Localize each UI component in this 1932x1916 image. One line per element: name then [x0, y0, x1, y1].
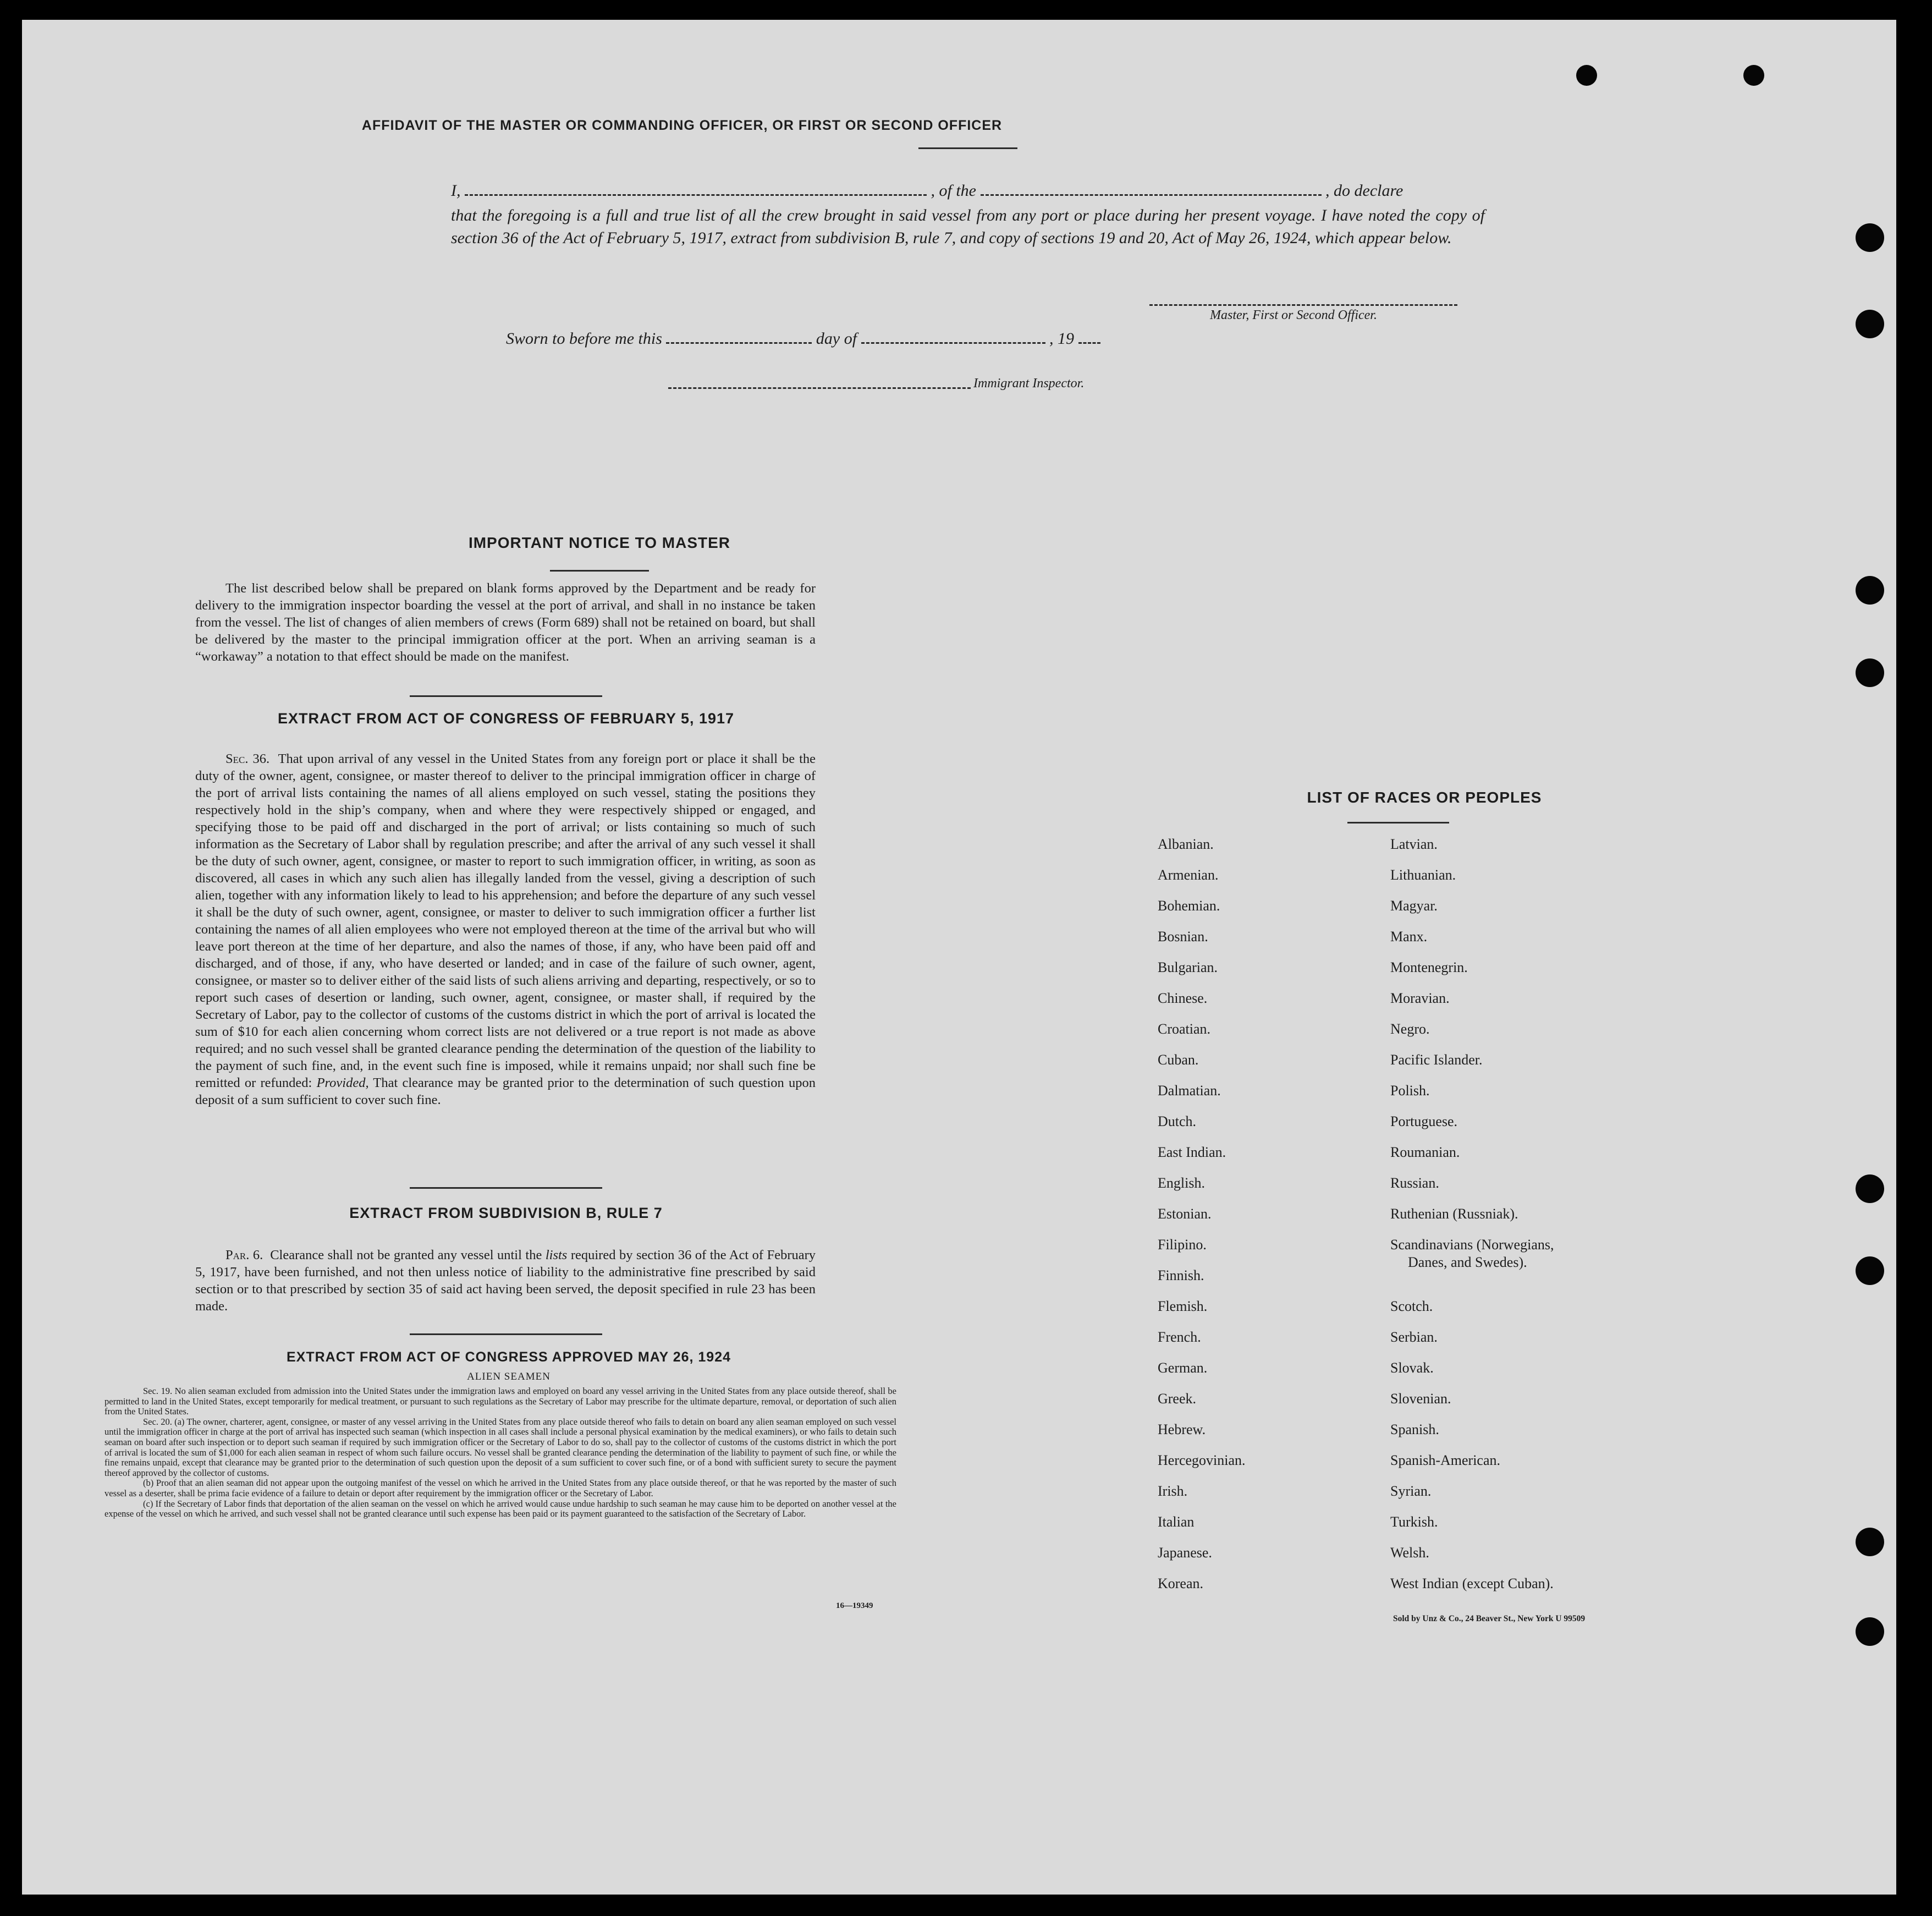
year-label: , 19 — [1049, 330, 1075, 348]
race-item: Portuguese. — [1390, 1113, 1458, 1129]
race-item: English. — [1158, 1175, 1205, 1191]
officer-signature-label: Master, First or Second Officer. — [1210, 308, 1377, 322]
punch-hole — [1856, 1256, 1884, 1285]
race-item: Moravian. — [1390, 990, 1450, 1006]
paragraph-6-body — [195, 1247, 816, 1315]
rule-7-title: EXTRACT FROM SUBDIVISION B, RULE 7 — [349, 1205, 663, 1221]
race-item: Italian — [1158, 1514, 1195, 1530]
paragraph-6-end: required by section 36 of the Act of February 5, 1917, have been furnished, and not then unless notice of liability to the administrative fine prescribed by said section or to that prescribed by section 35 of said act having been served, the deposit specified in rule 23 has been made. — [195, 1248, 816, 1314]
inspector-signature-blank[interactable] — [668, 387, 971, 389]
race-item: Filipino. — [1158, 1237, 1207, 1253]
race-item: Croatian. — [1158, 1021, 1211, 1037]
declaration-line — [451, 179, 1485, 202]
section-20c-text: (c) If the Secretary of Labor finds that deportation of the alien seaman on the vessel on which he arrived would cause undue hardship to such seaman he may cause him to be deported on another vessel at the expense of the vessel on which he arrived, and such vessel shall not be granted clearance until such expense has been paid or its payment guaranteed to the satisfaction of the Secretary of Labor. — [104, 1498, 896, 1519]
race-item: Slovak. — [1390, 1360, 1434, 1376]
notice-body — [195, 580, 816, 665]
form-number: 16—19349 — [836, 1601, 873, 1610]
inspector-label: Immigrant Inspector. — [973, 376, 1085, 391]
race-item: Lithuanian. — [1390, 867, 1456, 883]
race-item: Spanish. — [1390, 1421, 1439, 1437]
punch-hole — [1856, 576, 1884, 605]
race-item: West Indian (except Cuban). — [1390, 1575, 1554, 1591]
race-item: Syrian. — [1390, 1483, 1432, 1499]
day-blank[interactable] — [666, 342, 812, 344]
alien-seamen-subtitle: ALIEN SEAMEN — [467, 1371, 551, 1382]
race-item: Albanian. — [1158, 836, 1214, 852]
act-1917-title: EXTRACT FROM ACT OF CONGRESS OF FEBRUARY 5, 1917 — [277, 710, 735, 727]
race-item: Montenegrin. — [1390, 959, 1468, 975]
section-divider — [410, 1187, 602, 1189]
year-blank[interactable] — [1078, 342, 1100, 344]
race-item: Manx. — [1390, 929, 1428, 945]
notice-paragraph: The list described below shall be prepared on blank forms approved by the Department and be ready for delivery to the immigration inspector boarding the vessel at the port of arrival, and shall in no instance be taken from the vessel. The list of changes of alien members of crews (Form 689) shall not be retained on board, but shall be delivered by the master to the principal immigration officer at the port. When an arriving seaman is a “workaway” a notation to that effect should be made on the manifest. — [195, 581, 816, 664]
race-item: Finnish. — [1158, 1267, 1204, 1283]
paragraph-label: Par. 6. — [225, 1248, 263, 1262]
punch-hole — [1856, 1528, 1884, 1556]
race-item: Armenian. — [1158, 867, 1219, 883]
race-item: Chinese. — [1158, 990, 1208, 1006]
punch-hole — [1856, 658, 1884, 687]
printer-imprint: Sold by Unz & Co., 24 Beaver St., New York U 99509 — [1393, 1614, 1586, 1623]
of-the-label: , of the — [931, 182, 976, 200]
section-36-text: That upon arrival of any vessel in the United States from any foreign port or place it shall be the duty of the owner, agent, consignee, or master thereof to deliver to the principal immigration officer in charge of the port of arrival lists containing the names of all aliens employed on such vessel, stating the positions they respectively hold in the ship’s company, when and where they were respectively shipped or engaged, and specifying those to be paid off and discharged in the port of arrival; or lists containing so much of such information as the Secretary of Labor shall by regulation prescribe; and after the arrival of any such vessel it shall be the duty of such owner, agent, consignee, or master to report to such immigration officer, in writing, as soon as discovered, all cases in which any such alien has illegally landed from the vessel, giving a description of such alien, together with any information likely to lead to his apprehension; and before the departure of any such vessel it shall be the duty of such owner, agent, consignee, or master to deliver to such immigration officer a further list containing the names of all alien employees who were not employed thereon at the time of the arrival but who will leave port thereon at the time of her departure, and also the names of those, if any, who have been paid off and discharged, and of those, if any, who have deserted or landed; and in case of the failure of such owner, agent, consignee, or master so to deliver either of the said lists of such aliens arriving and departing, respectively, or so to report such cases of desertion or landing, such owner, agent, consignee, or master shall, if required by the Secretary of Labor, pay to the collector of customs of the customs district in which the port of arrival is located the sum of $10 for each alien concerning whom correct lists are not delivered or a true report is not made as above required; and no such vessel shall be granted clearance pending the determination of the question of the liability to the payment of such fine, and, in the event such fine is imposed, while it remains unpaid; nor shall such fine be remitted or refunded: — [195, 751, 816, 1090]
form-page — [22, 20, 1896, 1895]
sworn-label: Sworn to before me this — [506, 330, 662, 348]
punch-hole — [1856, 223, 1884, 252]
race-item: Scotch. — [1390, 1298, 1433, 1314]
section-36-body — [195, 750, 816, 1108]
race-item: Dalmatian. — [1158, 1083, 1221, 1099]
race-item: Polish. — [1390, 1083, 1430, 1099]
race-item: German. — [1158, 1360, 1208, 1376]
race-item: Serbian. — [1390, 1329, 1438, 1345]
section-label: Sec. 36. — [225, 751, 270, 766]
race-item: Dutch. — [1158, 1113, 1197, 1129]
punch-hole — [1743, 65, 1764, 86]
race-item: Korean. — [1158, 1575, 1204, 1591]
race-item: Magyar. — [1390, 898, 1438, 914]
race-item-continued: Danes, and Swedes). — [1408, 1254, 1527, 1270]
section-36-end: That clearance may be granted prior to the determination of such question upon deposit of a sum sufficient to cover such fine. — [195, 1075, 816, 1107]
section-divider — [410, 1333, 602, 1335]
race-item: Latvian. — [1390, 836, 1438, 852]
race-item: Greek. — [1158, 1391, 1197, 1407]
race-item: Hercegovinian. — [1158, 1452, 1246, 1468]
sworn-line — [506, 330, 1100, 348]
notice-title: IMPORTANT NOTICE TO MASTER — [468, 534, 731, 551]
punch-hole — [1856, 310, 1884, 338]
race-item: Scandinavians (Norwegians, — [1390, 1237, 1554, 1253]
race-item: Estonian. — [1158, 1206, 1212, 1222]
race-item: French. — [1158, 1329, 1201, 1345]
paragraph-6-start: Clearance shall not be granted any vessel until the — [270, 1248, 542, 1262]
provided-word: Provided, — [316, 1075, 369, 1090]
race-item: Roumanian. — [1390, 1144, 1460, 1160]
race-item: Welsh. — [1390, 1545, 1429, 1561]
race-item: Turkish. — [1390, 1514, 1438, 1530]
lists-word: lists — [545, 1248, 568, 1262]
race-item: Slovenian. — [1390, 1391, 1451, 1407]
declaration-text: that the foregoing is a full and true list of all the crew brought in said vessel from any port or place during her present voyage. I have noted the copy of section 36 of the Act of February 5, 1917, extract from subdivision B, rule 7, and copy of sections 19 and 20, Act of May 26, 1924, which appear below. — [451, 206, 1485, 247]
sections-19-20-body — [104, 1386, 896, 1519]
name-blank[interactable] — [465, 194, 927, 196]
act-1924-title: EXTRACT FROM ACT OF CONGRESS APPROVED MAY 26, 1924 — [286, 1349, 731, 1365]
title-underline — [918, 147, 1017, 149]
race-item: Cuban. — [1158, 1052, 1199, 1068]
race-item: Russian. — [1390, 1175, 1439, 1191]
race-item: Bosnian. — [1158, 929, 1208, 945]
do-declare-label: , do declare — [1325, 182, 1403, 200]
race-item: Ruthenian (Russniak). — [1390, 1206, 1518, 1222]
race-item: Spanish-American. — [1390, 1452, 1501, 1468]
race-item: Flemish. — [1158, 1298, 1208, 1314]
race-item: Negro. — [1390, 1021, 1430, 1037]
race-item: East Indian. — [1158, 1144, 1226, 1160]
section-divider — [410, 695, 602, 697]
vessel-blank[interactable] — [981, 194, 1322, 196]
race-item: Irish. — [1158, 1483, 1188, 1499]
punch-hole — [1856, 1174, 1884, 1203]
race-item: Pacific Islander. — [1390, 1052, 1483, 1068]
race-item: Bulgarian. — [1158, 959, 1218, 975]
month-blank[interactable] — [861, 342, 1045, 344]
race-item: Bohemian. — [1158, 898, 1220, 914]
notice-underline — [550, 570, 649, 572]
punch-hole — [1856, 1617, 1884, 1646]
punch-hole — [1576, 65, 1597, 86]
race-item: Hebrew. — [1158, 1421, 1206, 1437]
affidavit-title: AFFIDAVIT OF THE MASTER OR COMMANDING OFFICER, OR FIRST OR SECOND OFFICER — [361, 118, 1003, 133]
i-label: I, — [451, 182, 461, 200]
day-of-label: day of — [816, 330, 857, 348]
races-title: LIST OF RACES OR PEOPLES — [1307, 789, 1542, 806]
section-20b-text: (b) Proof that an alien seaman did not appear upon the outgoing manifest of the vessel on which he arrived in the United States from any place outside thereof, or that he was reported by the master of such vessel as a deserter, shall be prima facie evidence of a failure to detain or deport after requirement by the immigration officer or the Secretary of Labor. — [104, 1478, 896, 1498]
races-underline — [1347, 822, 1449, 824]
section-19-text: Sec. 19. No alien seaman excluded from admission into the United States under the immigration laws and employed on board any vessel arriving in the United States from any place outside thereof, shall be permitted to land in the United States, except temporarily for medical treatment, or pursuant to such regulations as the Secretary of Labor may prescribe for the ultimate departure, removal, or deportation of such alien from the United States. — [104, 1386, 896, 1417]
race-item: Japanese. — [1158, 1545, 1212, 1561]
officer-signature-blank[interactable] — [1149, 304, 1457, 306]
section-20a-text: Sec. 20. (a) The owner, charterer, agent, consignee, or master of any vessel arriving in the United States from any place outside thereof who fails to detain on board any alien seaman employed on such vessel until the immigration officer in charge at the port of arrival has inspected such seaman (which inspection in all cases shall include a personal physical examination by the medical examiners), or who fails to detain such seaman on board after such inspection or to deport such seaman if required by such immigration officer or the Secretary of Labor to do so, shall pay to the collector of customs of the customs district in which the port of arrival is located the sum of $1,000 for each alien seaman in respect of whom such failure occurs. No vessel shall be granted clearance pending the determination of the liability to payment of such fine, or while the fine remains unpaid, except that clearance may be granted prior to the determination of such question upon the deposit of a sum sufficient to cover such fine, or of a bond with sufficient surety to secure the payment thereof approved by the collector of customs. — [104, 1416, 896, 1478]
